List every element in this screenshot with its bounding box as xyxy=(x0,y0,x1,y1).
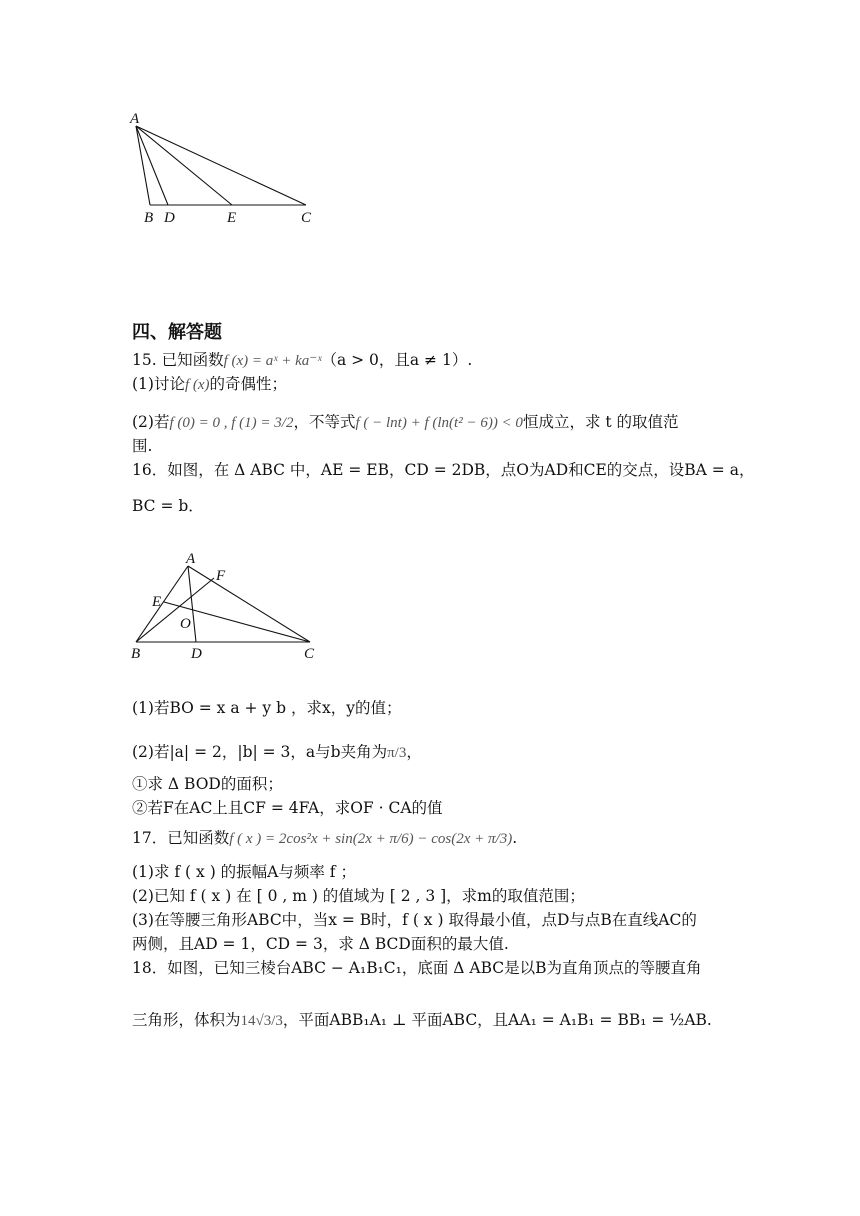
q16-line2: BC = b． xyxy=(132,497,204,515)
figure-triangle-abc-2 xyxy=(128,552,328,664)
label-a: A xyxy=(186,552,196,567)
label-d: D xyxy=(164,210,175,226)
q16-sub1: ①求 Δ BOD的面积； xyxy=(132,775,283,793)
q17-part2: (2)已知 f ( x ) 在 [ 0 , m ) 的值域为 [ 2 , 3 ]，求m的取值范围； xyxy=(132,887,585,905)
q15-part2-cont: 围. xyxy=(132,437,153,455)
q15-part2-conditions: f (0) = 0 , f (1) = 3/2 xyxy=(169,415,294,431)
segment-ad xyxy=(136,126,168,205)
q17-prefix: 17．已知函数 xyxy=(132,829,230,847)
q17-suffix: . xyxy=(512,829,518,847)
segment-bf xyxy=(136,578,214,642)
figure2-svg xyxy=(128,552,328,664)
q16-part2 xyxy=(132,742,422,763)
label-a: A xyxy=(130,111,140,127)
label-c: C xyxy=(301,210,312,226)
q16-part1: (1)若BO = x a + y b ，求x，y的值； xyxy=(132,699,402,717)
q15-part2-suffix: 恒成立，求 t 的取值范 xyxy=(522,413,679,431)
q17-line1 xyxy=(132,828,517,849)
label-b: B xyxy=(131,646,141,662)
label-f: F xyxy=(216,568,226,584)
section-title: 四、解答题 xyxy=(132,322,222,343)
segment-ae xyxy=(136,126,232,205)
label-b: B xyxy=(144,210,154,226)
q16-part2-prefix: (2)若|a| = 2，|b| = 3，a与b夹角为 xyxy=(132,743,388,761)
q17-part3-line2: 两侧，且AD = 1，CD = 3，求 Δ BCD面积的最大值. xyxy=(132,935,509,953)
segment-ac xyxy=(188,566,310,642)
q18-volume: 14√3/3 xyxy=(240,1013,283,1029)
label-e: E xyxy=(227,210,237,226)
figure-triangle-abc-1 xyxy=(128,110,328,230)
q17-part3-line1: (3)在等腰三角形ABC中，当x = B时，f ( x ) 取得最小值，点D与点B在直线AC的 xyxy=(132,911,697,929)
q18-line1: 18．如图，已知三棱台ABC − A₁B₁C₁，底面 Δ ABC是以B为直角顶点的等腰直角 xyxy=(132,959,702,977)
label-e: E xyxy=(152,594,162,610)
q15-line1 xyxy=(132,350,472,371)
q17-function-formula: f ( x ) = 2cos²x + sin(2x + π/6) − cos(2x + π/3) xyxy=(229,831,513,847)
q15-part2-inequality: f ( − lnt) + f (ln(t² − 6)) < 0 xyxy=(355,415,523,431)
q18-suffix: ，平面ABB₁A₁ ⊥ 平面ABC，且AA₁ = A₁B₁ = BB₁ = ½AB. xyxy=(282,1011,712,1029)
q15-part1-formula: f (x) xyxy=(184,377,210,393)
q15-part2-prefix: (2)若 xyxy=(132,413,170,431)
label-c: C xyxy=(304,646,315,662)
q15-function-formula: f (x) = aˣ + ka⁻ˣ xyxy=(223,353,322,369)
q15-part1 xyxy=(132,374,287,395)
q16-part2-suffix: ， xyxy=(406,743,422,761)
q15-part1-suffix: 的奇偶性； xyxy=(209,375,288,393)
segment-ab xyxy=(136,126,150,205)
label-d: D xyxy=(191,646,202,662)
label-o: O xyxy=(180,616,191,632)
q15-condition: （a > 0，且a ≠ 1）. xyxy=(321,351,473,369)
segment-ac xyxy=(136,126,306,205)
q16-sub2: ②若F在AC上且CF = 4FA，求OF · CA的值 xyxy=(132,799,443,817)
q15-part1-prefix: (1)讨论 xyxy=(132,375,185,393)
figure1-svg xyxy=(128,110,328,230)
q18-line2 xyxy=(132,1010,712,1031)
q15-part2-mid: ，不等式 xyxy=(293,413,356,431)
q18-prefix: 三角形，体积为 xyxy=(132,1011,241,1029)
q17-part1: (1)求 f ( x ) 的振幅A与频率 f ； xyxy=(132,863,356,881)
q16-angle: π/3 xyxy=(387,745,407,761)
q16-line1: 16．如图，在 Δ ABC 中，AE = EB，CD = 2DB，点O为AD和CE的交点，设BA = a， xyxy=(132,461,755,479)
q15-prefix: 15. 已知函数 xyxy=(132,351,224,369)
q15-part2 xyxy=(132,412,679,433)
